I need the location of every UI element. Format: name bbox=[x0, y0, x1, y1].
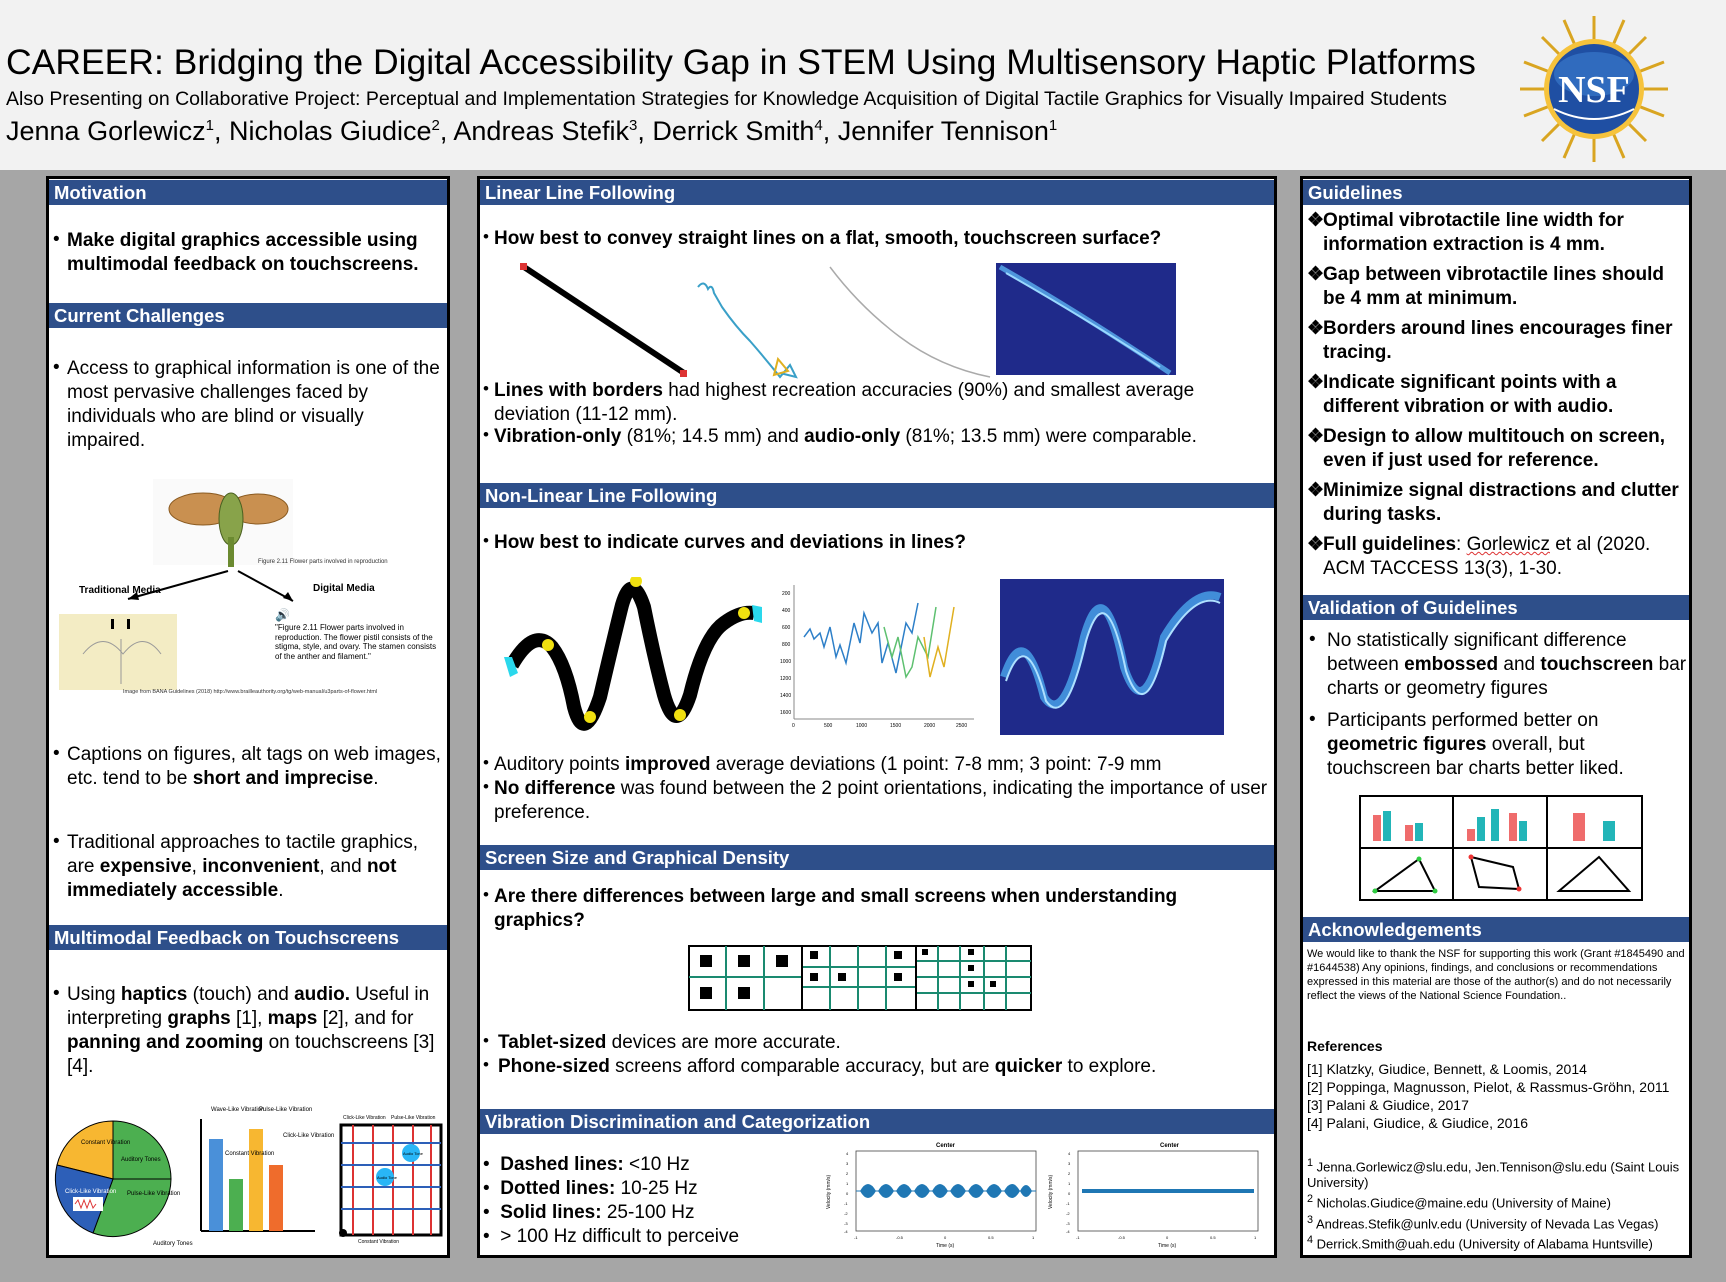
x-tick: 0.5 bbox=[988, 1235, 994, 1240]
motivation-heading: Motivation bbox=[49, 180, 447, 205]
author-name: Andreas Stefik bbox=[453, 116, 629, 146]
y-tick: -4 bbox=[844, 1229, 848, 1234]
text-run: : bbox=[1456, 534, 1467, 555]
x-tick: -1 bbox=[1076, 1235, 1080, 1240]
text-run: , bbox=[191, 856, 203, 877]
x-tick: -1 bbox=[854, 1235, 858, 1240]
multimodal-text bbox=[67, 983, 447, 1079]
validation-heading: Validation of Guidelines bbox=[1303, 595, 1689, 620]
text-run: Jenna.Gorlewicz@slu.edu, Jen.Tennison@slu.edu (Saint Louis University) bbox=[1307, 1159, 1680, 1191]
y-tick-label: 1000 bbox=[780, 659, 792, 665]
y-tick: 3 bbox=[846, 1161, 849, 1166]
bold-run: not immediately accessible bbox=[67, 856, 397, 901]
plot-title: Center bbox=[1160, 1143, 1180, 1149]
guideline-item bbox=[1307, 533, 1687, 581]
bar-label: Constant Vibration bbox=[225, 1151, 275, 1157]
bullet-marker: • bbox=[53, 229, 60, 250]
text-run: Useful in interpreting bbox=[67, 984, 430, 1029]
text-run: Design to allow multitouch on screen, even if just used for reference. bbox=[1323, 426, 1666, 471]
reference-item: [1] Klatzky, Giudice, Bennett, & Loomis, 2014 bbox=[1307, 1061, 1587, 1077]
text-run: [2], and for bbox=[317, 1008, 414, 1029]
references-list bbox=[1307, 1060, 1691, 1132]
y-tick: 3 bbox=[1068, 1161, 1071, 1166]
diamond-bullet-icon: ❖ bbox=[1307, 426, 1325, 447]
bold-run: expensive bbox=[99, 856, 192, 877]
challenges-heading: Current Challenges bbox=[49, 303, 447, 328]
traditional-media-label: Traditional Media bbox=[79, 585, 161, 596]
y-tick: -4 bbox=[1066, 1229, 1070, 1234]
y-tick: 2 bbox=[846, 1171, 849, 1176]
screen-question: Are there differences between large and small screens when understanding graphics? bbox=[494, 886, 1178, 931]
affiliation-item: $^2$ Nicholas.Giudice@maine.edu (University of Maine) bbox=[1307, 1193, 1611, 1211]
guideline-item bbox=[1307, 425, 1687, 473]
bar-label: Wave-Like Vibration bbox=[211, 1107, 265, 1113]
text-run: > 100 Hz difficult to perceive bbox=[500, 1226, 740, 1247]
nonlinear-result-2 bbox=[494, 777, 1270, 825]
flower-diagram bbox=[53, 479, 445, 705]
y-tick: 0 bbox=[846, 1191, 849, 1196]
y-tick-label: 1600 bbox=[780, 710, 792, 716]
x-tick-label: 0 bbox=[792, 723, 795, 729]
text-run: devices are more accurate. bbox=[606, 1032, 841, 1053]
text-run: , and bbox=[319, 856, 367, 877]
bullet-marker: • bbox=[483, 379, 489, 398]
feedback-map-grid bbox=[339, 1115, 441, 1245]
x-tick: 0 bbox=[944, 1235, 947, 1240]
map-label: Pulse-Like Vibration bbox=[391, 1115, 436, 1121]
y-tick: -1 bbox=[1066, 1201, 1070, 1206]
text-run: No statistically significant difference between bbox=[1327, 630, 1627, 675]
bullet-marker: • bbox=[483, 753, 489, 772]
bullet-marker: • bbox=[53, 743, 60, 764]
bullet-marker: • bbox=[483, 885, 489, 904]
text-run: was found between the 2 point orientations, indicating the importance of user preference. bbox=[494, 778, 1268, 823]
bold-run: Vibration-only bbox=[494, 426, 622, 447]
diamond-bullet-icon: ❖ bbox=[1307, 534, 1325, 555]
y-tick: 1 bbox=[1068, 1181, 1071, 1186]
figure-source: Image from BANA Guidelines (2018) http://www.brailleauthority.org/tg/web-manual/u3parts-of-flower.html bbox=[123, 689, 378, 695]
linear-result-1 bbox=[494, 379, 1270, 427]
bar-label: Auditory Tones bbox=[153, 1241, 193, 1247]
x-tick-label: 500 bbox=[824, 723, 833, 729]
guideline-item bbox=[1307, 479, 1687, 527]
bold-run: panning and zooming bbox=[67, 1032, 264, 1053]
guidelines-heading: Guidelines bbox=[1303, 180, 1689, 205]
multimodal-figures bbox=[53, 1099, 447, 1249]
author-affiliation: 1 bbox=[205, 117, 214, 134]
text-run: Traditional approaches to tactile graphics, are bbox=[67, 832, 418, 877]
bold-run: Dashed lines: bbox=[500, 1154, 624, 1175]
bold-run: audio. bbox=[294, 984, 351, 1005]
text-run: 25-100 Hz bbox=[601, 1202, 695, 1223]
affiliation-item: $^3$ Andreas.Stefik@unlv.edu (University of Nevada Las Vegas) bbox=[1307, 1213, 1659, 1231]
y-tick-label: 800 bbox=[782, 642, 791, 648]
diamond-bullet-icon: ❖ bbox=[1307, 480, 1325, 501]
y-tick: 0 bbox=[1068, 1191, 1071, 1196]
y-tick-label: 200 bbox=[782, 591, 791, 597]
bold-run: improved bbox=[624, 754, 711, 775]
text-run: . bbox=[373, 768, 379, 789]
y-tick: -3 bbox=[844, 1221, 848, 1226]
text-run: screens afford comparable accuracy, but are bbox=[609, 1056, 995, 1077]
linear-result-2 bbox=[494, 425, 1270, 449]
author-list: Jenna Gorlewicz$^1$, Nicholas Giudice$^2$, Andreas Stefik$^3$, Derrick Smith$^4$, Jennifer Tennison$^1$ bbox=[6, 116, 1058, 146]
dashed-vibration-plot bbox=[826, 1143, 1036, 1249]
text-run: to explore. bbox=[1062, 1056, 1157, 1077]
y-tick-label: 600 bbox=[782, 625, 791, 631]
bold-run: Full guidelines bbox=[1323, 534, 1457, 555]
y-tick: -1 bbox=[844, 1201, 848, 1206]
text-run: 10-25 Hz bbox=[615, 1178, 698, 1199]
nonlinear-result-1 bbox=[494, 753, 1270, 777]
bullet-marker: • bbox=[483, 1031, 489, 1050]
text-run: (81%; 14.5 mm) and bbox=[621, 426, 805, 447]
text-run: bar charts or geometry figures bbox=[1327, 654, 1687, 699]
bullet-marker: • bbox=[53, 983, 60, 1004]
author-name: Jennifer Tennison bbox=[837, 116, 1049, 146]
screen-heading: Screen Size and Graphical Density bbox=[480, 845, 1274, 870]
text-run: Gap between vibrotactile lines should be 4 mm at minimum. bbox=[1323, 264, 1665, 309]
poster-header bbox=[0, 0, 1726, 170]
vibration-item: • Dotted lines: 10-25 Hz bbox=[483, 1178, 698, 1199]
plot-ylabel: Velocity (mm/s) bbox=[826, 1174, 832, 1209]
bold-run: Phone-sized bbox=[498, 1056, 610, 1077]
text-run: [1], bbox=[230, 1008, 268, 1029]
bold-run: embossed bbox=[1404, 654, 1499, 675]
challenges-text-3 bbox=[67, 831, 447, 903]
bold-run: graphs bbox=[167, 1008, 231, 1029]
text-run: Nicholas.Giudice@maine.edu (University of Maine) bbox=[1316, 1195, 1611, 1211]
linear-heading: Linear Line Following bbox=[480, 180, 1274, 205]
author-name: Jenna Gorlewicz bbox=[6, 116, 206, 146]
vibration-item: • Dashed lines: <10 Hz bbox=[483, 1154, 690, 1175]
bar-label: Click-Like Vibration bbox=[283, 1133, 335, 1139]
map-label: Constant Vibration bbox=[358, 1239, 400, 1245]
bullet-marker: • bbox=[483, 227, 489, 246]
map-label: Audio Tone bbox=[377, 1175, 397, 1180]
speaker-icon: 🔊 bbox=[275, 608, 290, 622]
bullet-marker: • bbox=[483, 777, 489, 796]
bold-run: Dotted lines: bbox=[500, 1178, 616, 1199]
text-run: Minimize signal distractions and clutter during tasks. bbox=[1323, 480, 1679, 525]
text-run: Indicate significant points with a different vibration or with audio. bbox=[1323, 372, 1617, 417]
reference-item: [3] Palani & Giudice, 2017 bbox=[1307, 1097, 1469, 1113]
solid-vibration-plot bbox=[1048, 1143, 1258, 1249]
bold-run: geometric figures bbox=[1327, 734, 1487, 755]
text-run: and bbox=[1498, 654, 1541, 675]
text-run: had highest recreation accuracies (90%) and smallest average deviation (11-12 mm). bbox=[494, 380, 1195, 425]
text-run: (81%; 13.5 mm) were comparable. bbox=[900, 426, 1197, 447]
bullet-marker: • bbox=[483, 425, 489, 444]
text-run: Participants performed better on bbox=[1327, 710, 1599, 731]
bold-run: haptics bbox=[120, 984, 188, 1005]
text-run: <10 Hz bbox=[623, 1154, 690, 1175]
screen-result-2 bbox=[498, 1055, 1268, 1079]
validation-figure-grid bbox=[1359, 795, 1643, 901]
left-column bbox=[46, 176, 450, 1258]
text-run: Andreas.Stefik@unlv.edu (University of Nevada Las Vegas) bbox=[1315, 1215, 1659, 1231]
map-label: Audio Tone bbox=[403, 1151, 423, 1156]
vibration-item: • Solid lines: 25-100 Hz bbox=[483, 1202, 695, 1223]
reference-item: [2] Poppinga, Magnusson, Pielot, & Rassmus-Gröhn, 2011 bbox=[1307, 1079, 1670, 1095]
text-run: Captions on figures, alt tags on web images, etc. tend to be bbox=[67, 744, 441, 789]
bold-run: inconvenient bbox=[202, 856, 320, 877]
text-run: Gorlewicz bbox=[1466, 534, 1550, 555]
x-tick: 1 bbox=[1032, 1235, 1035, 1240]
text-run: Optimal vibrotactile line width for information extraction is 4 mm. bbox=[1323, 210, 1624, 255]
figure-caption-small: Figure 2.11 Flower parts involved in reproduction bbox=[258, 559, 388, 565]
x-tick: 0 bbox=[1166, 1235, 1169, 1240]
flower-figure bbox=[53, 479, 445, 705]
screen-density-grid bbox=[688, 945, 1032, 1011]
affiliations bbox=[1307, 1155, 1687, 1252]
map-label: Click-Like Vibration bbox=[343, 1115, 386, 1121]
linear-line-figures bbox=[520, 263, 1220, 383]
pie-label: Constant Vibration bbox=[81, 1140, 131, 1146]
poster-subtitle: Also Presenting on Collaborative Project: Perceptual and Implementation Strategies for Knowledge Acquisition of Digital Tactile Graphics for Visually Impaired Students bbox=[6, 88, 1447, 110]
y-tick: 2 bbox=[1068, 1171, 1071, 1176]
guideline-item bbox=[1307, 263, 1687, 311]
bullet-marker: • bbox=[483, 531, 489, 550]
multimodal-heading: Multimodal Feedback on Touchscreens bbox=[49, 925, 447, 950]
text-run: . bbox=[278, 880, 284, 901]
references-title: References bbox=[1307, 1038, 1383, 1054]
affiliation-item: $^4$ Derrick.Smith@uah.edu (University of Alabama Huntsville) bbox=[1307, 1233, 1653, 1252]
text-run: Auditory points bbox=[494, 754, 625, 775]
pie-label: Auditory Tones bbox=[121, 1157, 161, 1163]
plot-ylabel: Velocity (mm/s) bbox=[1048, 1174, 1054, 1209]
bold-run: Lines with borders bbox=[494, 380, 663, 401]
bold-run: maps bbox=[267, 1008, 318, 1029]
y-tick: 4 bbox=[1068, 1151, 1071, 1156]
plot-xlabel: Time (s) bbox=[936, 1243, 955, 1249]
guideline-item bbox=[1307, 317, 1687, 365]
challenges-text-2 bbox=[67, 743, 447, 791]
vibration-heading: Vibration Discrimination and Categorization bbox=[480, 1109, 1274, 1134]
x-tick-label: 1500 bbox=[890, 723, 902, 729]
bullet-marker: • bbox=[53, 357, 60, 378]
text-run: overall, but touchscreen bar charts better liked. bbox=[1327, 734, 1624, 779]
y-tick: -3 bbox=[1066, 1221, 1070, 1226]
author-affiliation: 4 bbox=[814, 117, 823, 134]
pie-label: Click-Like Vibration bbox=[65, 1189, 117, 1195]
ack-text: We would like to thank the NSF for supporting this work (Grant #1845490 and #1644538) Any opinions, findings, and conclusions or recommendations expressed in this material are those of the author(s) and do not necessarily reflect the views of the National Science Foundation.. bbox=[1307, 948, 1685, 1002]
author-affiliation: 2 bbox=[431, 117, 440, 134]
bold-run: touchscreen bbox=[1540, 654, 1654, 675]
y-tick: 1 bbox=[846, 1181, 849, 1186]
motivation-text: Make digital graphics accessible using multimodal feedback on touchscreens. bbox=[67, 230, 419, 275]
y-tick-label: 1200 bbox=[780, 676, 792, 682]
vibration-item: • > 100 Hz difficult to perceive bbox=[483, 1226, 740, 1247]
y-tick: -2 bbox=[1066, 1211, 1070, 1216]
guidelines-list bbox=[1307, 209, 1687, 581]
nsf-logo-text: NSF bbox=[1558, 69, 1630, 111]
audio-caption: "Figure 2.11 Flower parts involved in reproduction. The flower pistil consists of the stigma, style, and ovary. The stamen consists of the anther and filament." bbox=[275, 623, 437, 661]
vibration-list bbox=[483, 1153, 783, 1249]
trace-plot bbox=[780, 585, 974, 729]
bold-run: quicker bbox=[994, 1056, 1063, 1077]
text-run: et al (2020. ACM TACCESS 13(3), 1-30. bbox=[1323, 534, 1651, 579]
text-run: Borders around lines encourages finer tracing. bbox=[1323, 318, 1673, 363]
x-tick: -0.5 bbox=[1118, 1235, 1125, 1240]
y-tick-label: 400 bbox=[782, 608, 791, 614]
challenges-text-1: Access to graphical information is one of the most pervasive challenges faced by individuals who are blind or visually impaired. bbox=[67, 358, 440, 451]
diamond-bullet-icon: ❖ bbox=[1307, 318, 1325, 339]
author-affiliation: 3 bbox=[629, 117, 638, 134]
poster-title: CAREER: Bridging the Digital Accessibility Gap in STEM Using Multisensory Haptic Platforms bbox=[6, 42, 1476, 82]
middle-column bbox=[477, 176, 1277, 1258]
x-tick-label: 1000 bbox=[856, 723, 868, 729]
diamond-bullet-icon: ❖ bbox=[1307, 264, 1325, 285]
author-affiliation: 1 bbox=[1048, 117, 1058, 134]
diamond-bullet-icon: ❖ bbox=[1307, 372, 1325, 393]
nsf-logo bbox=[1514, 14, 1674, 164]
text-run: Using bbox=[67, 984, 121, 1005]
nonlinear-heading: Non-Linear Line Following bbox=[480, 483, 1274, 508]
x-tick: 1 bbox=[1254, 1235, 1257, 1240]
x-tick-label: 2500 bbox=[956, 723, 968, 729]
author-name: Nicholas Giudice bbox=[228, 116, 432, 146]
guideline-item bbox=[1307, 371, 1687, 419]
bold-run: No difference bbox=[494, 778, 616, 799]
right-column bbox=[1300, 176, 1692, 1258]
bold-run: Tablet-sized bbox=[498, 1032, 607, 1053]
affiliation-item: $^1$ Jenna.Gorlewicz@slu.edu, Jen.Tennison@slu.edu (Saint Louis University) bbox=[1307, 1157, 1680, 1191]
x-tick: -0.5 bbox=[896, 1235, 903, 1240]
screen-result-1 bbox=[498, 1031, 1268, 1055]
ack-heading: Acknowledgements bbox=[1303, 917, 1689, 942]
feedback-bar-chart bbox=[153, 1107, 334, 1247]
y-tick-label: 1400 bbox=[780, 693, 792, 699]
y-tick: -2 bbox=[844, 1211, 848, 1216]
x-tick: 0.5 bbox=[1210, 1235, 1216, 1240]
reference-item: [4] Palani, Giudice, & Giudice, 2016 bbox=[1307, 1115, 1529, 1131]
pie-label: Pulse-Like Vibration bbox=[127, 1191, 181, 1197]
validation-text-2 bbox=[1327, 709, 1687, 781]
bar-label: Pulse-Like Vibration bbox=[259, 1107, 313, 1113]
linear-question: How best to convey straight lines on a flat, smooth, touchscreen surface? bbox=[494, 228, 1162, 249]
text-run: (touch) and bbox=[187, 984, 295, 1005]
vibration-plots bbox=[824, 1139, 1264, 1249]
text-run: average deviations (1 point: 7-8 mm; 3 point: 7-9 mm bbox=[710, 754, 1162, 775]
author-name: Derrick Smith bbox=[652, 116, 815, 146]
bullet-marker: • bbox=[483, 1055, 489, 1074]
text-run: on touchscreens [3][4]. bbox=[67, 1032, 435, 1077]
x-tick-label: 2000 bbox=[924, 723, 936, 729]
bold-run: Solid lines: bbox=[500, 1202, 602, 1223]
feedback-pie-chart bbox=[55, 1121, 180, 1237]
digital-media-label: Digital Media bbox=[313, 583, 375, 594]
plot-title: Center bbox=[936, 1143, 956, 1149]
bold-run: short and imprecise bbox=[192, 768, 374, 789]
diamond-bullet-icon: ❖ bbox=[1307, 210, 1325, 231]
plot-xlabel: Time (s) bbox=[1158, 1243, 1177, 1249]
nonlinear-question: How best to indicate curves and deviations in lines? bbox=[494, 532, 966, 553]
validation-text-1 bbox=[1327, 629, 1687, 701]
y-tick: 4 bbox=[846, 1151, 849, 1156]
nonlinear-line-figures bbox=[504, 577, 1254, 737]
bold-run: audio-only bbox=[804, 426, 901, 447]
guideline-item bbox=[1307, 209, 1687, 257]
bullet-marker: • bbox=[53, 831, 60, 852]
bullet-marker: • bbox=[1309, 709, 1316, 730]
bullet-marker: • bbox=[1309, 629, 1316, 650]
text-run: Derrick.Smith@uah.edu (University of Alabama Huntsville) bbox=[1316, 1236, 1653, 1252]
